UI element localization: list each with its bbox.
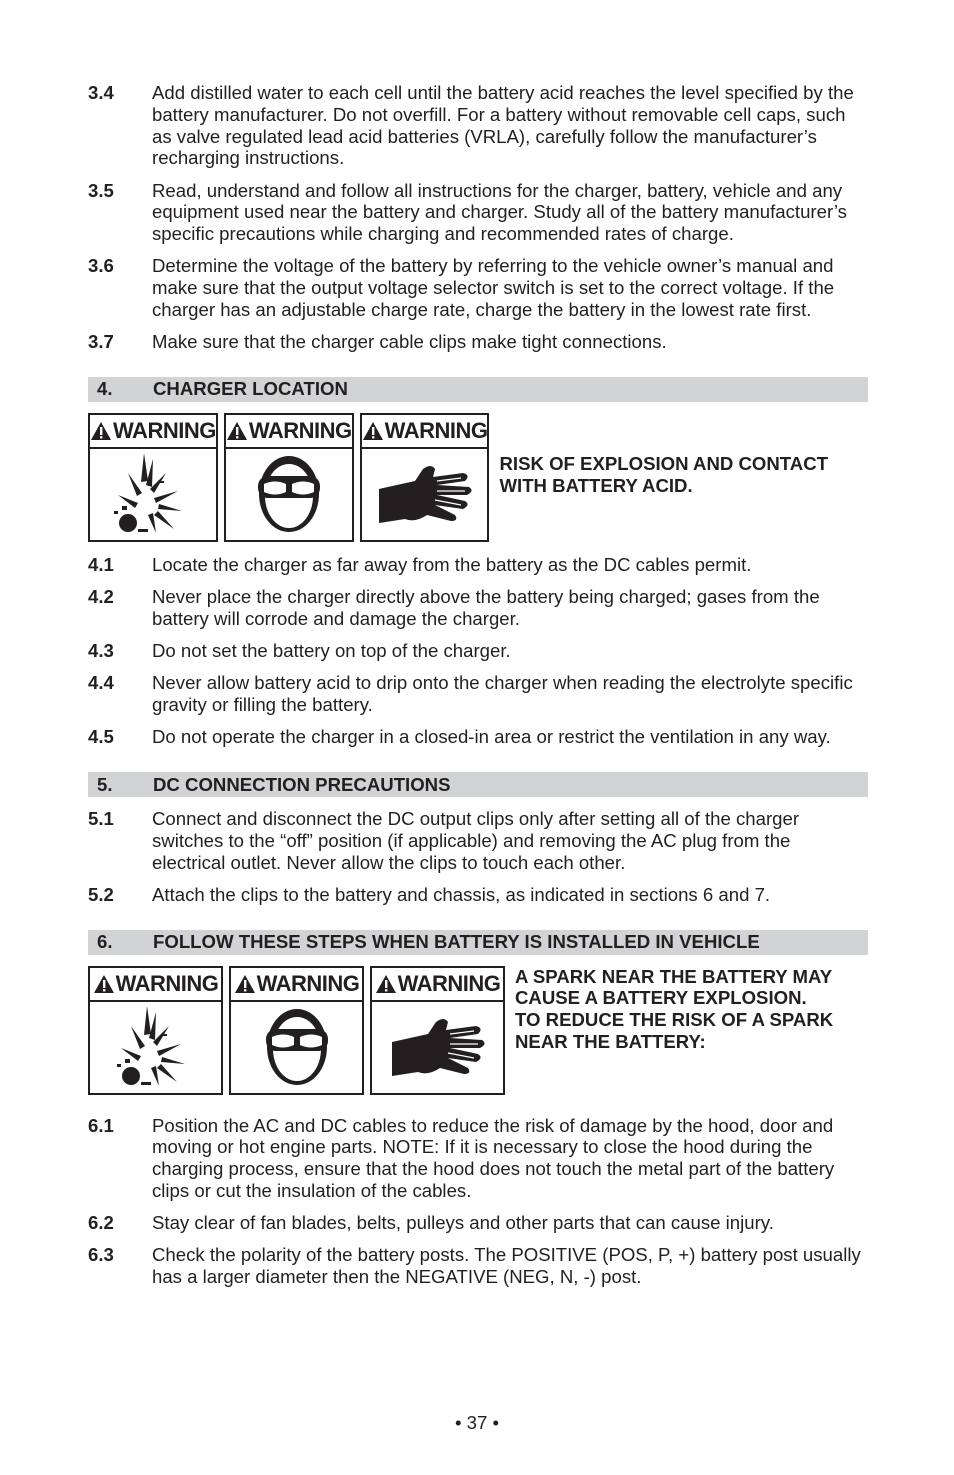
page-number: • 37 • xyxy=(454,1412,500,1433)
item-number: 6.3 xyxy=(88,1244,114,1266)
item-number: 5.2 xyxy=(88,883,114,905)
warning-header xyxy=(90,415,216,449)
list-item xyxy=(88,331,868,353)
section-3-list xyxy=(88,82,868,353)
goggles-pictogram xyxy=(226,449,352,540)
warning-panel xyxy=(360,413,490,542)
glove-pictogram xyxy=(362,449,488,540)
warning-message: RISK OF EXPLOSION AND CONTACT WITH BATTERY ACID. xyxy=(499,452,828,496)
item-text: Read, understand and follow all instructions for the charger, battery, vehicle and any equipment used near the battery and charger. Study all of the battery manufacturer’s specific precautions while charging and recommended rates of charge. xyxy=(152,179,847,245)
warning-panel xyxy=(88,413,218,542)
warning-panel xyxy=(224,413,354,542)
list-item xyxy=(88,726,868,748)
warning-panel xyxy=(229,966,364,1095)
warning-message: A SPARK NEAR THE BATTERY MAY CAUSE A BATTERY EXPLOSION. TO REDUCE THE RISK OF A SPARK NEAR THE BATTERY: xyxy=(515,965,834,1053)
item-text: Stay clear of fan blades, belts, pulleys and other parts that can cause injury. xyxy=(152,1212,774,1234)
item-number: 3.4 xyxy=(88,82,114,103)
explosion-pictogram xyxy=(90,449,216,540)
section-6-list xyxy=(88,1115,868,1288)
item-number: 3.5 xyxy=(88,179,114,201)
warning-row xyxy=(88,966,868,1095)
item-number: 6.1 xyxy=(88,1114,114,1136)
list-item xyxy=(88,808,868,873)
warning-header xyxy=(372,968,503,1002)
explosion-pictogram xyxy=(90,1002,221,1093)
section-number: 6. xyxy=(97,931,113,953)
glove-icon xyxy=(388,1012,488,1082)
item-text: Never allow battery acid to drip onto the charger when reading the electrolyte specific gravity or filling the battery. xyxy=(152,672,853,716)
warning-triangle-icon xyxy=(226,421,248,441)
item-number: 4.4 xyxy=(88,672,114,694)
explosion-icon xyxy=(111,1004,201,1090)
item-number: 4.2 xyxy=(88,586,114,608)
item-number: 4.3 xyxy=(88,640,114,662)
list-item xyxy=(88,640,868,662)
warning-label: WARNING xyxy=(384,417,488,443)
item-number: 5.1 xyxy=(88,808,114,830)
warning-panel xyxy=(370,966,505,1095)
warning-triangle-icon xyxy=(375,974,397,994)
warning-triangle-icon xyxy=(93,974,115,994)
item-text: Determine the voltage of the battery by referring to the vehicle owner’s manual and make sure that the output voltage selector switch is set to the correct voltage. If the charger has an adjustable charge rate, charge the battery in the lowest rate first. xyxy=(152,255,835,320)
warning-label: WARNING xyxy=(113,417,216,443)
item-number: 3.6 xyxy=(88,255,114,277)
section-number: 4. xyxy=(97,378,113,400)
explosion-icon xyxy=(108,451,198,537)
warning-label: WARNING xyxy=(256,970,360,996)
warning-label: WARNING xyxy=(397,970,501,996)
item-text: Add distilled water to each cell until the battery acid reaches the level specified by the battery manufacturer. Do not overfill. For a battery without removable cell caps, such as valve regulated lead acid batteries (VRLA), carefully follow the manufacturer’s recharging instructions. xyxy=(152,82,854,169)
warning-label: WARNING xyxy=(115,970,219,996)
manual-page xyxy=(88,82,868,1298)
goggles-icon xyxy=(254,452,324,536)
warning-label: WARNING xyxy=(248,417,352,443)
item-text: Locate the charger as far away from the battery as the DC cables permit. xyxy=(152,553,752,575)
list-item xyxy=(88,255,868,320)
list-item xyxy=(88,1115,868,1202)
item-text: Attach the clips to the battery and chassis, as indicated in sections 6 and 7. xyxy=(152,883,771,905)
goggles-pictogram xyxy=(231,1002,362,1093)
section-heading xyxy=(88,377,868,402)
item-text: Connect and disconnect the DC output clips only after setting all of the charger switches to the “off” position (if applicable) and removing the AC plug from the electrical outlet. Never allow the clips to touch each other. xyxy=(152,808,800,873)
item-text: Check the polarity of the battery posts. The POSITIVE (POS, P, +) battery post usually has a larger diameter then the NEGATIVE (NEG, N, -) post. xyxy=(152,1244,861,1288)
glove-pictogram xyxy=(372,1002,503,1093)
section-title: CHARGER LOCATION xyxy=(153,378,348,400)
list-item xyxy=(88,82,868,169)
goggles-icon xyxy=(262,1005,332,1089)
section-number: 5. xyxy=(97,773,113,795)
section-heading xyxy=(88,930,868,955)
warning-triangle-icon xyxy=(362,421,384,441)
item-text: Do not operate the charger in a closed-in area or restrict the ventilation in any way. xyxy=(152,726,831,748)
item-number: 4.1 xyxy=(88,553,114,575)
item-text: Position the AC and DC cables to reduce the risk of damage by the hood, door and moving or hot engine parts. NOTE: If it is necessary to close the hood during the charging process, ensure that the hood does not touch the metal part of the battery clips or cut the insulation of the cables. xyxy=(152,1114,835,1202)
warning-header xyxy=(231,968,362,1002)
list-item xyxy=(88,586,868,630)
item-text: Do not set the battery on top of the charger. xyxy=(152,640,511,662)
list-item xyxy=(88,672,868,716)
warning-header xyxy=(226,415,352,449)
section-title: DC CONNECTION PRECAUTIONS xyxy=(153,773,451,795)
item-number: 6.2 xyxy=(88,1212,114,1234)
warning-header xyxy=(90,968,221,1002)
list-item xyxy=(88,180,868,245)
warning-triangle-icon xyxy=(234,974,256,994)
list-item xyxy=(88,884,868,906)
list-item xyxy=(88,1212,868,1234)
warning-panel xyxy=(88,966,223,1095)
item-text: Make sure that the charger cable clips make tight connections. xyxy=(152,331,667,353)
warning-triangle-icon xyxy=(90,421,112,441)
section-5-list xyxy=(88,808,868,906)
list-item xyxy=(88,1244,868,1288)
warning-row xyxy=(88,413,868,542)
glove-icon xyxy=(375,459,475,529)
warning-header xyxy=(362,415,488,449)
section-4-list xyxy=(88,554,868,748)
list-item xyxy=(88,554,868,576)
section-title: FOLLOW THESE STEPS WHEN BATTERY IS INSTALLED IN VEHICLE xyxy=(153,931,760,953)
item-number: 4.5 xyxy=(88,726,114,748)
section-heading xyxy=(88,772,868,797)
item-text: Never place the charger directly above the battery being charged; gases from the battery will corrode and damage the charger. xyxy=(152,586,820,629)
item-number: 3.7 xyxy=(88,331,114,353)
